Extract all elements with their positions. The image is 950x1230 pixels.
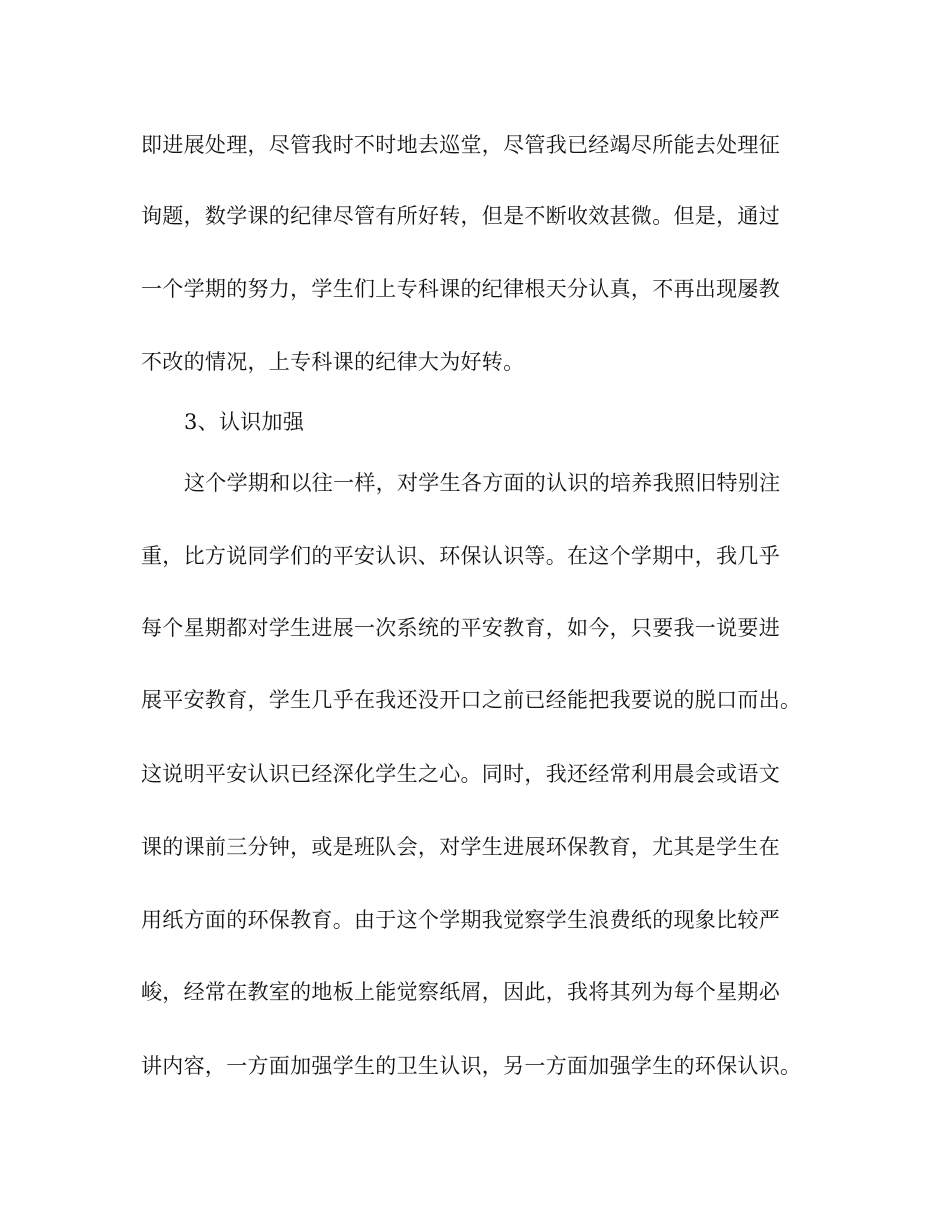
paragraph-line: 即进展处理，尽管我时不时地去巡堂，尽管我已经竭尽所能去处理征 [141,133,780,157]
paragraph-line: 用纸方面的环保教育。由于这个学期我觉察学生浪费纸的现象比较严 [141,908,780,932]
paragraph-line: 展平安教育，学生几乎在我还没开口之前已经能把我要说的脱口而出。 [141,688,802,712]
paragraph-line: 一个学期的努力，学生们上专科课的纪律根天分认真，不再出现屡教 [141,277,780,301]
paragraph-line: 每个星期都对学生进展一次系统的平安教育，如今，只要我一说要进 [141,616,780,640]
paragraph-line: 这说明平安认识已经深化学生之心。同时，我还经常利用晨会或语文 [141,762,780,786]
paragraph-line: 重，比方说同学们的平安认识、环保认识等。在这个学期中，我几乎 [141,544,780,568]
section-heading: 3、认识加强 [184,410,305,434]
paragraph-line: 不改的情况，上专科课的纪律大为好转。 [141,350,525,374]
paragraph-line: 课的课前三分钟，或是班队会，对学生进展环保教育，尤其是学生在 [141,835,780,859]
paragraph-line: 讲内容，一方面加强学生的卫生认识，另一方面加强学生的环保认识。 [141,1054,802,1078]
paragraph-line: 峻，经常在教室的地板上能觉察纸屑，因此，我将其列为每个星期必 [141,980,780,1004]
paragraph-line: 询题，数学课的纪律尽管有所好转，但是不断收效甚微。但是，通过 [141,204,780,228]
paragraph-line: 这个学期和以往一样，对学生各方面的认识的培养我照旧特别注 [184,471,781,495]
